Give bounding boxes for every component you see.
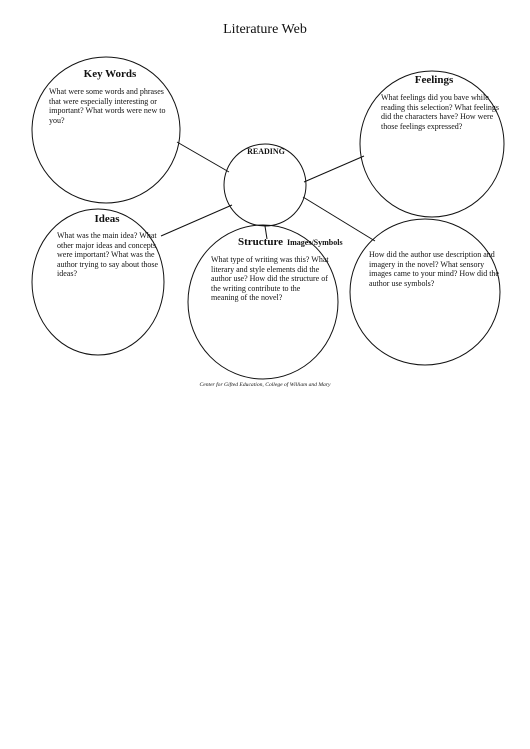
images-symbols-heading: Images/Symbols (287, 238, 343, 247)
page-title: Literature Web (223, 22, 307, 37)
structure-prompt: What type of writing was this? What literary and style elements did the author use? How did the structure of the writing contribute to the meaning of the novel? (211, 255, 329, 303)
images-symbols-circle (350, 219, 500, 365)
ideas-prompt: What was the main idea? What other major ideas and concepts were important? What was the author trying to say about those ideas? (57, 231, 159, 279)
images-symbols-prompt: How did the author use description and imagery in the novel? What sensory images came to your mind? How did the author use symbols? (369, 250, 499, 288)
connector-feelings (304, 156, 364, 182)
key-words-heading: Key Words (83, 68, 137, 80)
connector-key-words (177, 142, 229, 172)
connector-images-symbols (303, 197, 375, 241)
center-reading-label: READING (247, 147, 285, 156)
reading-center-circle (224, 144, 306, 226)
feelings-prompt: What feelings did you bave while reading this selection? What feelings did the characters have? How were those feelings expressed? (381, 93, 500, 131)
connector-ideas (161, 205, 232, 236)
key-words-prompt: What were some words and phrases that were especially interesting or important? What words were new to you? (49, 87, 166, 125)
structure-heading: Structure (238, 236, 284, 248)
feelings-heading: Feelings (414, 74, 454, 86)
footer-credit: Center for Gifted Education, College of William and Mary (199, 382, 331, 388)
ideas-heading: Ideas (94, 213, 120, 225)
